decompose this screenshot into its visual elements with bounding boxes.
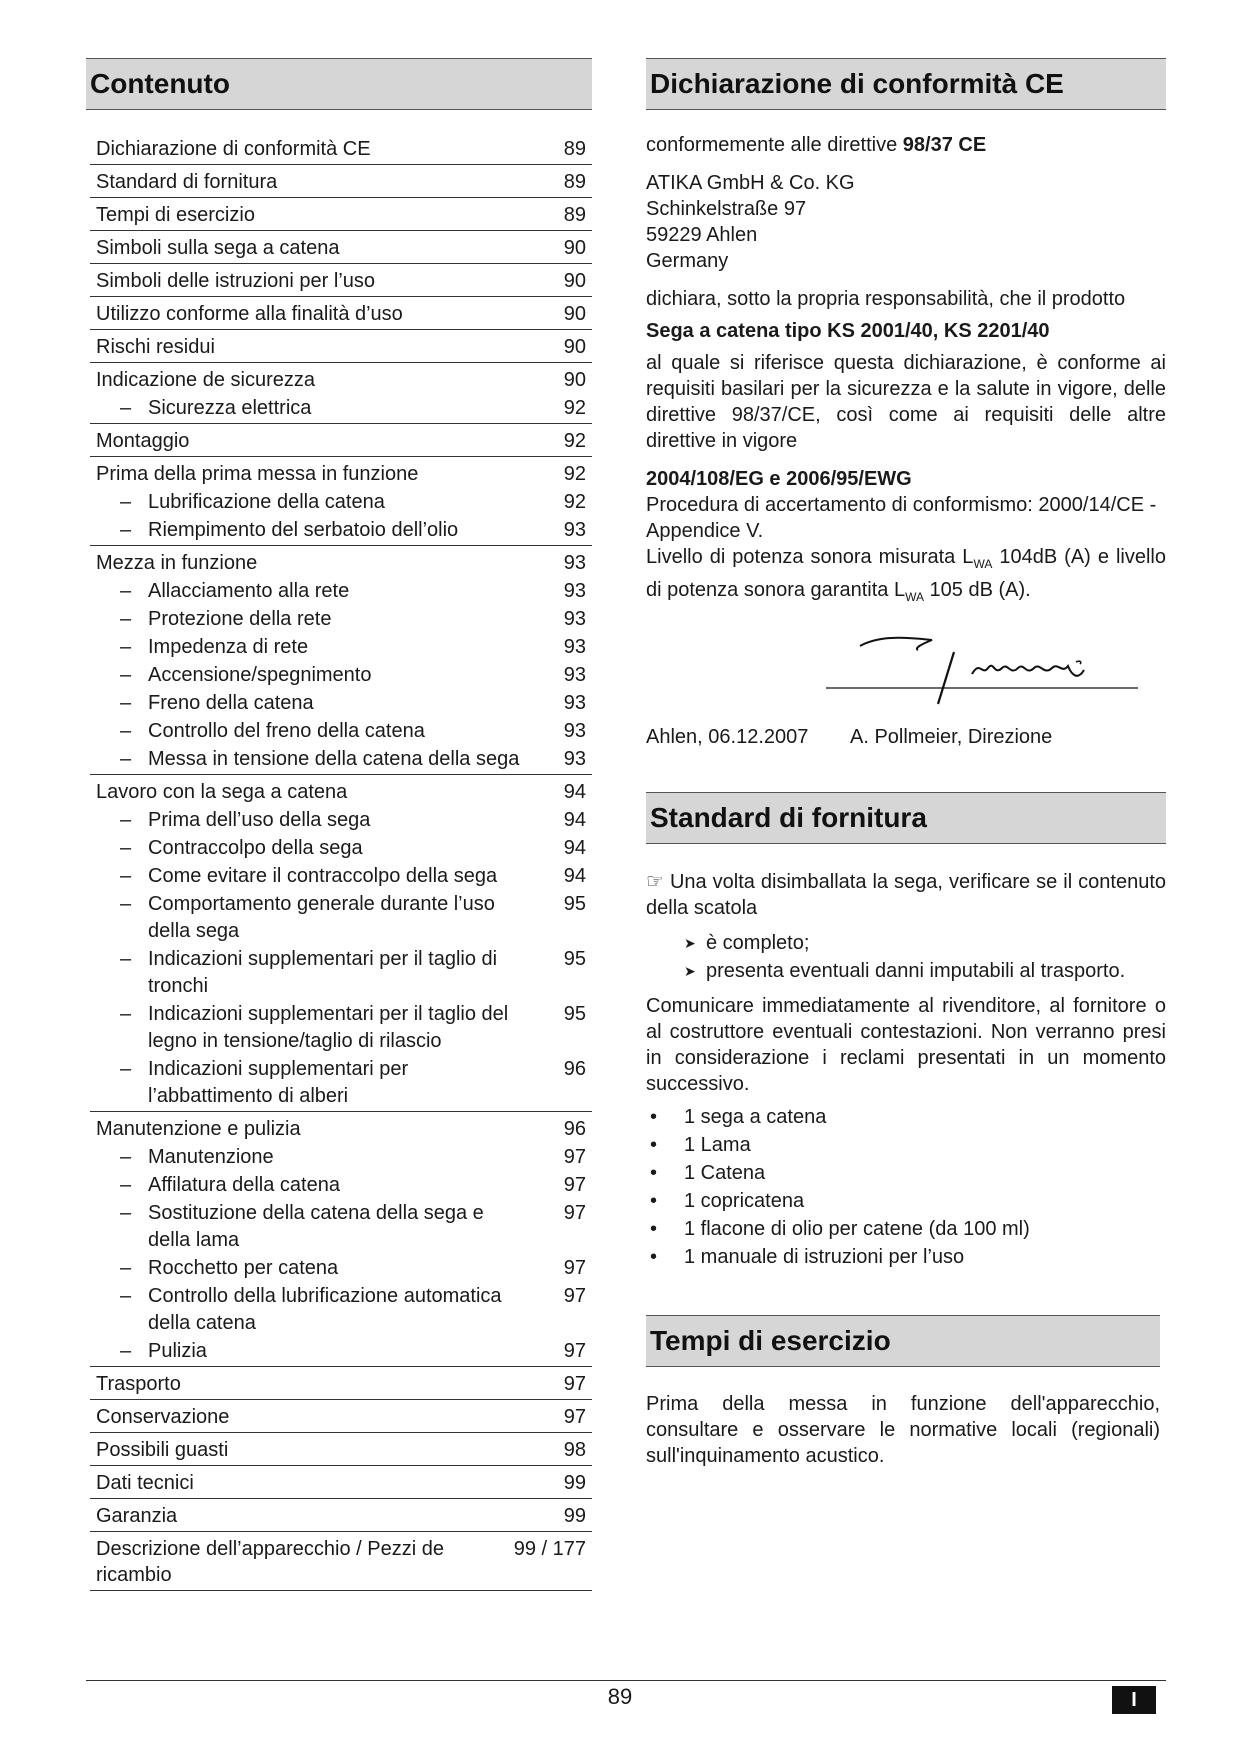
toc-subentry-page: 97 <box>563 1202 586 1224</box>
dash-bullet-icon: – <box>120 809 132 831</box>
toc-subentry-label: Allacciamento alla rete <box>148 580 350 602</box>
toc-entry <box>90 1499 592 1531</box>
bullet-icon: • <box>650 1162 658 1184</box>
product-name: Sega a catena tipo KS 2001/40, KS 2201/40 <box>646 320 1050 342</box>
toc-entry-label: Conservazione <box>96 1406 230 1428</box>
supply-item <box>646 1215 1166 1243</box>
supply-intro-text: Una volta disimballata la sega, verificare se il contenuto della scatola <box>646 871 1166 919</box>
toc-entry-page: 98 <box>563 1439 586 1461</box>
toc-subentry-label: Sicurezza elettrica <box>148 397 312 419</box>
toc-column <box>86 58 592 1591</box>
dash-bullet-icon: – <box>120 1146 132 1168</box>
toc-subentry-label: Contraccolpo della sega <box>148 837 363 859</box>
supply-item-text: 1 Lama <box>684 1134 751 1156</box>
toc-subentry-label: Accensione/spegnimento <box>148 664 372 686</box>
toc-entry-page: 96 <box>563 1118 586 1140</box>
toc-group <box>90 1499 592 1532</box>
toc-subentry <box>90 863 592 891</box>
check-text: è completo; <box>706 932 810 954</box>
toc-entry <box>90 1466 592 1498</box>
dash-bullet-icon: – <box>120 1340 132 1362</box>
bullet-icon: • <box>650 1190 658 1212</box>
toc-subentry <box>90 835 592 863</box>
bullet-icon: • <box>650 1106 658 1128</box>
toc-entry-label: Trasporto <box>96 1373 181 1395</box>
toc-entry-page: 93 <box>563 552 586 574</box>
intro-directive: 98/37 CE <box>902 134 987 156</box>
toc-entry-label: Rischi residui <box>96 336 215 358</box>
toc-entry-label: Montaggio <box>96 430 190 452</box>
sound-text-1: Livello di potenza sonora misurata L <box>646 546 974 568</box>
manufacturer-address <box>646 170 1166 274</box>
directives: 2004/108/EG e 2006/95/EWG <box>646 468 912 490</box>
toc-subentry-page: 96 <box>563 1058 586 1080</box>
toc-entry <box>90 231 592 263</box>
toc-subentry-page: 97 <box>563 1285 586 1307</box>
declares-text: dichiara, sotto la propria responsabilità, che il prodotto <box>646 288 1126 310</box>
toc-entry-page: 99 <box>563 1505 586 1527</box>
toc-entry <box>90 132 592 164</box>
toc-entry-page: 99 <box>563 1472 586 1494</box>
toc-entry-page: 94 <box>563 781 586 803</box>
signature-line <box>646 724 1166 750</box>
toc-subentry-label: Indicazioni supplementari per il taglio del legno in tensione/taglio di rilascio <box>148 1003 509 1052</box>
toc-subentry <box>90 606 592 634</box>
dash-bullet-icon: – <box>120 491 132 513</box>
toc-entry-label: Manutenzione e pulizia <box>96 1118 301 1140</box>
dash-bullet-icon: – <box>120 748 132 770</box>
toc-subentry <box>90 807 592 835</box>
address-line: ATIKA GmbH & Co. KG <box>646 172 855 194</box>
toc-group <box>90 198 592 231</box>
toc-entry <box>90 546 592 578</box>
toc-subentry-label: Messa in tensione della catena della sega <box>148 748 520 770</box>
supply-intro <box>646 868 1166 921</box>
toc-entry <box>90 330 592 362</box>
dash-bullet-icon: – <box>120 1174 132 1196</box>
toc-group <box>90 457 592 546</box>
dash-bullet-icon: – <box>120 865 132 887</box>
toc-entry-label: Simboli delle istruzioni per l’uso <box>96 270 376 292</box>
intro-prefix: conformemente alle direttive <box>646 134 903 156</box>
toc-subentry <box>90 690 592 718</box>
toc-group <box>90 297 592 330</box>
toc-group <box>90 264 592 297</box>
toc-entry-page: 90 <box>563 303 586 325</box>
toc-entry-page: 97 <box>563 1373 586 1395</box>
toc-subentry-page: 95 <box>563 1003 586 1025</box>
supply-item <box>646 1159 1166 1187</box>
toc-subentry <box>90 517 592 545</box>
toc-entry-label: Dichiarazione di conformità CE <box>96 138 371 160</box>
toc-subentry <box>90 718 592 746</box>
arrow-bullet-icon: ➤ <box>684 963 696 979</box>
dash-bullet-icon: – <box>120 837 132 859</box>
toc-entry-label: Lavoro con la sega a catena <box>96 781 348 803</box>
toc-subentry <box>90 1283 592 1338</box>
toc-entry-label: Indicazione de sicurezza <box>96 369 316 391</box>
toc-subentry-label: Riempimento del serbatoio dell’olio <box>148 519 459 541</box>
supply-item <box>646 1131 1166 1159</box>
dash-bullet-icon: – <box>120 397 132 419</box>
toc-entry-page: 92 <box>563 463 586 485</box>
toc-subentry-page: 94 <box>563 809 586 831</box>
dash-bullet-icon: – <box>120 608 132 630</box>
toc-subentry <box>90 662 592 690</box>
toc-group <box>90 231 592 264</box>
toc-subentry-label: Manutenzione <box>148 1146 274 1168</box>
toc-group <box>90 775 592 1112</box>
declaration-intro <box>646 132 1166 158</box>
dash-bullet-icon: – <box>120 1285 132 1307</box>
toc-subentry-page: 93 <box>563 692 586 714</box>
toc-group <box>90 1532 592 1591</box>
toc-subentry-page: 92 <box>563 491 586 513</box>
toc-subentry <box>90 489 592 517</box>
toc-subentry-label: Impedenza di rete <box>148 636 309 658</box>
toc-entry <box>90 264 592 296</box>
toc-entry-page: 97 <box>563 1406 586 1428</box>
toc-subentry <box>90 1200 592 1255</box>
toc-subentry-page: 97 <box>563 1340 586 1362</box>
toc-entry-label: Prima della prima messa in funzione <box>96 463 419 485</box>
supply-item-text: 1 sega a catena <box>684 1106 827 1128</box>
toc-subentry-label: Pulizia <box>148 1340 207 1362</box>
toc-subentry-label: Prima dell’uso della sega <box>148 809 371 831</box>
toc-entry <box>90 457 592 489</box>
right-column <box>646 58 1166 1469</box>
toc-entry-label: Descrizione dell’apparecchio / Pezzi de ricambio <box>96 1538 444 1586</box>
toc-entry-page: 99 / 177 <box>513 1538 586 1560</box>
toc-subentry-label: Comportamento generale durante l’uso della sega <box>148 893 495 942</box>
procedure-text: Procedura di accertamento di conformismo: 2000/14/CE - Appendice V. <box>646 494 1157 542</box>
language-badge: I <box>1112 1686 1156 1714</box>
toc-subentry-label: Sostituzione della catena della sega e della lama <box>148 1202 484 1251</box>
toc-entry-page: 89 <box>563 138 586 160</box>
toc-group <box>90 546 592 775</box>
toc-entry <box>90 198 592 230</box>
arrow-bullet-icon: ➤ <box>684 935 696 951</box>
toc-entry-label: Simboli sulla sega a catena <box>96 237 340 259</box>
toc-subentry <box>90 1144 592 1172</box>
sound-text-2: 104dB (A) e livello di potenza sonora garantita L <box>646 546 1166 601</box>
toc-subentry-label: Indicazioni supplementari per il taglio di tronchi <box>148 948 498 997</box>
toc-subentry-page: 93 <box>563 580 586 602</box>
address-line: Schinkelstraße 97 <box>646 198 807 220</box>
declaration-body <box>646 132 1166 750</box>
dash-bullet-icon: – <box>120 636 132 658</box>
dash-bullet-icon: – <box>120 1202 132 1224</box>
toc-entry-label: Garanzia <box>96 1505 178 1527</box>
toc-entry-page: 90 <box>563 270 586 292</box>
dash-bullet-icon: – <box>120 1003 132 1025</box>
toc-entry-page: 90 <box>563 336 586 358</box>
toc-entry <box>90 363 592 395</box>
toc-entry <box>90 775 592 807</box>
toc-subentry <box>90 634 592 662</box>
supply-item <box>646 1103 1166 1131</box>
toc-subentry-page: 93 <box>563 608 586 630</box>
toc-group <box>90 1367 592 1400</box>
sound-text-3: 105 dB (A). <box>923 579 1031 601</box>
bullet-icon: • <box>650 1134 658 1156</box>
toc-subentry-label: Rocchetto per catena <box>148 1257 339 1279</box>
sound-power-text <box>646 544 1166 610</box>
signature-image <box>822 624 1142 714</box>
hand-pointer-icon: ☞ <box>646 869 664 893</box>
supply-item-text: 1 Catena <box>684 1162 766 1184</box>
toc-subentry-label: Lubrificazione della catena <box>148 491 385 513</box>
toc-subentry <box>90 746 592 774</box>
toc-subentry-label: Protezione della rete <box>148 608 332 630</box>
dash-bullet-icon: – <box>120 1257 132 1279</box>
toc-entry-page: 89 <box>563 171 586 193</box>
signatory: A. Pollmeier, Direzione <box>850 726 1053 748</box>
toc-subentry-label: Controllo del freno della catena <box>148 720 425 742</box>
toc-subentry-label: Affilatura della catena <box>148 1174 340 1196</box>
toc-subentry-page: 94 <box>563 837 586 859</box>
declaration-heading: Dichiarazione di conformità CE <box>646 58 1166 110</box>
toc-group <box>90 165 592 198</box>
toc-entry <box>90 1112 592 1144</box>
toc-group <box>90 1466 592 1499</box>
dash-bullet-icon: – <box>120 664 132 686</box>
toc-subentry <box>90 891 592 946</box>
toc-entry-page: 89 <box>563 204 586 226</box>
toc-subentry <box>90 1255 592 1283</box>
toc-entry-label: Utilizzo conforme alla finalità d’uso <box>96 303 403 325</box>
operating-heading: Tempi di esercizio <box>646 1315 1160 1367</box>
dash-bullet-icon: – <box>120 1058 132 1080</box>
supply-item <box>646 1243 1166 1271</box>
address-line: Germany <box>646 250 729 272</box>
signature-area <box>646 610 1166 718</box>
supply-heading: Standard di fornitura <box>646 792 1166 844</box>
toc-entry <box>90 1400 592 1432</box>
address-line: 59229 Ahlen <box>646 224 758 246</box>
toc-group <box>90 363 592 424</box>
lwa-sub: WA <box>905 590 924 604</box>
supply-item-text: 1 flacone di olio per catene (da 100 ml) <box>684 1218 1030 1240</box>
toc-entry-page: 90 <box>563 369 586 391</box>
toc-entry-page: 92 <box>563 430 586 452</box>
page-number: 89 <box>607 1684 633 1709</box>
supply-body <box>646 868 1166 1271</box>
toc-entry-label: Tempi di esercizio <box>96 204 255 226</box>
toc-subentry <box>90 946 592 1001</box>
toc-subentry <box>90 1001 592 1056</box>
toc-group <box>90 1112 592 1367</box>
toc-group <box>90 132 592 165</box>
conformity-text: al quale si riferisce questa dichiarazione, è conforme ai requisiti basilari per la sicurezza e la salute in vigore, delle direttive 98/37/CE, così come ai requisiti delle altre direttive in vigore <box>646 352 1166 452</box>
place-date: Ahlen, 06.12.2007 <box>646 726 809 748</box>
toc-list <box>90 132 592 1591</box>
toc-subentry-page: 97 <box>563 1174 586 1196</box>
bullet-icon: • <box>650 1218 658 1240</box>
toc-entry-label: Possibili guasti <box>96 1439 229 1461</box>
toc-group <box>90 330 592 363</box>
toc-subentry-page: 93 <box>563 720 586 742</box>
dash-bullet-icon: – <box>120 720 132 742</box>
bullet-icon: • <box>650 1246 658 1268</box>
toc-entry <box>90 1367 592 1399</box>
operating-text: Prima della messa in funzione dell'apparecchio, consultare e osservare le normative locali (regionali) sull'inquinamento acustico. <box>646 1393 1160 1467</box>
supply-item-text: 1 manuale di istruzioni per l’uso <box>684 1246 965 1268</box>
toc-subentry <box>90 1172 592 1200</box>
supply-checks <box>646 929 1166 985</box>
toc-subentry-page: 93 <box>563 748 586 770</box>
supply-notice: Comunicare immediatamente al rivenditore, al fornitore o al costruttore eventuali contestazioni. Non verranno presi in considerazione i reclami presentati in un momento successivo. <box>646 995 1166 1095</box>
check-text: presenta eventuali danni imputabili al trasporto. <box>706 960 1126 982</box>
lwa-sub: WA <box>973 557 993 571</box>
toc-subentry-page: 97 <box>563 1146 586 1168</box>
toc-subentry-page: 93 <box>563 664 586 686</box>
toc-subentry-page: 95 <box>563 948 586 970</box>
toc-entry <box>90 1433 592 1465</box>
dash-bullet-icon: – <box>120 519 132 541</box>
toc-entry <box>90 165 592 197</box>
toc-group <box>90 1400 592 1433</box>
toc-entry <box>90 1532 592 1590</box>
toc-subentry <box>90 1338 592 1366</box>
dash-bullet-icon: – <box>120 580 132 602</box>
toc-subentry-label: Come evitare il contraccolpo della sega <box>148 865 498 887</box>
toc-subentry-page: 93 <box>563 519 586 541</box>
dash-bullet-icon: – <box>120 948 132 970</box>
toc-subentry <box>90 395 592 423</box>
toc-subentry <box>90 1056 592 1111</box>
toc-heading: Contenuto <box>86 58 592 110</box>
supply-items <box>646 1103 1166 1271</box>
toc-group <box>90 424 592 457</box>
toc-subentry-page: 94 <box>563 865 586 887</box>
toc-entry <box>90 424 592 456</box>
supply-item-text: 1 copricatena <box>684 1190 805 1212</box>
toc-group <box>90 1433 592 1466</box>
dash-bullet-icon: – <box>120 692 132 714</box>
toc-entry-label: Dati tecnici <box>96 1472 194 1494</box>
dash-bullet-icon: – <box>120 893 132 915</box>
toc-subentry-page: 95 <box>563 893 586 915</box>
supply-item <box>646 1187 1166 1215</box>
toc-subentry-label: Controllo della lubrificazione automatica della catena <box>148 1285 502 1334</box>
toc-entry <box>90 297 592 329</box>
toc-entry-label: Mezza in funzione <box>96 552 258 574</box>
check-item <box>646 957 1166 985</box>
toc-subentry-page: 92 <box>563 397 586 419</box>
toc-subentry-page: 97 <box>563 1257 586 1279</box>
toc-subentry-page: 93 <box>563 636 586 658</box>
toc-subentry <box>90 578 592 606</box>
check-item <box>646 929 1166 957</box>
toc-subentry-label: Freno della catena <box>148 692 314 714</box>
toc-subentry-label: Indicazioni supplementari per l’abbattimento di alberi <box>148 1058 409 1107</box>
toc-entry-page: 90 <box>563 237 586 259</box>
toc-entry-label: Standard di fornitura <box>96 171 278 193</box>
